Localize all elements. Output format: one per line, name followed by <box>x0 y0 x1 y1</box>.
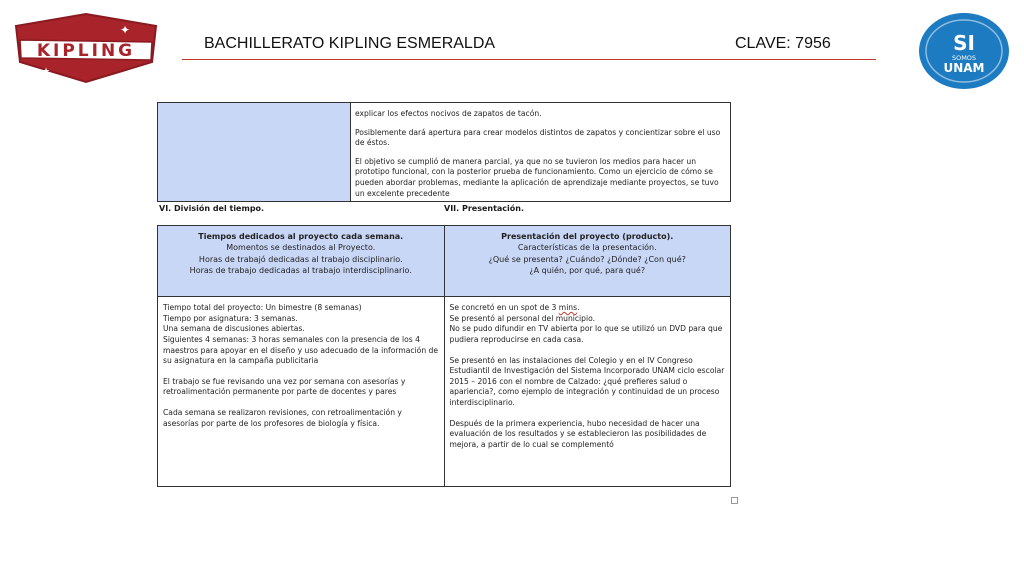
time-line: Siguientes 4 semanas: 3 horas semanales con la presencia de los 4 maestros para apoyar en el diseño y uso adecuado de la información de su asignatura en la campaña publicitaria <box>163 334 439 366</box>
time-body-cell <box>158 297 445 487</box>
time-line: El trabajo se fue revisando una vez por semana con asesorías y retroalimentación permanente por parte de docentes y pares <box>163 376 406 397</box>
presentation-header-line: ¿Qué se presenta? ¿Cuándo? ¿Dónde? ¿Con qué? <box>488 254 686 264</box>
svg-text:✦: ✦ <box>120 23 131 37</box>
svg-text:KIPLING: KIPLING <box>36 41 136 61</box>
time-line: Una semana de discusiones abiertas. <box>163 324 305 334</box>
section-time-division: VI. División del tiempo. <box>159 204 265 214</box>
presentation-line: Se presentó en las instalaciones del Colegio y en el IV Congreso Estudiantil de Investigación del Sistema Incorporado UNAM ciclo escolar 2015 – 2016 con el nombre de Calzado: ¿qué prefieres salud o apariencia?, como ejemplo de integración y continuidad de un proceso interdisciplinario. <box>449 355 725 407</box>
school-title: BACHILLERATO KIPLING ESMERALDA <box>204 35 496 52</box>
svg-text:SOMOS: SOMOS <box>951 54 977 62</box>
time-presentation-table <box>157 225 731 487</box>
svg-text:UNAM: UNAM <box>943 61 985 75</box>
presentation-line: Se concretó en un spot de 3 mins. <box>449 303 580 313</box>
school-key: CLAVE: 7956 <box>735 35 831 52</box>
document-body <box>157 102 731 487</box>
section-headings <box>157 202 731 225</box>
presentation-body-cell <box>444 297 731 487</box>
section-presentation: VII. Presentación. <box>444 204 525 214</box>
time-header-title: Tiempos dedicados al proyecto cada semana. <box>198 232 404 242</box>
presentation-line: No se pudo difundir en TV abierta por lo que se utilizó un DVD para que pudiera reproducirse en cada casa. <box>449 324 723 344</box>
table-resize-handle[interactable] <box>731 497 738 504</box>
blue-cell <box>158 103 351 202</box>
time-line: Tiempo total del proyecto: Un bimestre (8 semanas) <box>163 303 362 313</box>
continued-table <box>157 102 731 202</box>
presentation-header-line: Características de la presentación. <box>517 243 657 253</box>
time-header-cell <box>158 226 445 297</box>
svg-text:★: ★ <box>42 67 51 77</box>
header-divider <box>182 59 876 60</box>
continued-paragraph: explicar los efectos nocivos de zapatos de tacón. <box>355 109 542 118</box>
continued-text-cell <box>351 103 731 202</box>
time-line: Tiempo por asignatura: 3 semanas. <box>163 313 298 323</box>
kipling-logo <box>12 12 160 84</box>
presentation-header-title: Presentación del proyecto (producto). <box>501 232 674 242</box>
presentation-line: Después de la primera experiencia, hubo necesidad de hacer una evaluación de los resultados y se establecieron las posibilidades de mejora, a partir de lo cual se complementó <box>449 418 707 449</box>
presentation-header-cell <box>444 226 731 297</box>
time-header-line: Momentos se destinados al Proyecto. <box>226 243 376 253</box>
presentation-header-line: ¿A quién, por qué, para qué? <box>529 265 646 275</box>
time-header-line: Horas de trabajo dedicadas al trabajo interdisciplinario. <box>189 265 412 275</box>
presentation-line: Se presentó al personal del municipio. <box>449 313 596 323</box>
continued-paragraph: El objetivo se cumplió de manera parcial, ya que no se tuvieron los medios para hacer un prototipo funcional, con la posterior prueba de funcionamiento. Como un ejercicio de cómo se pueden abordar problemas, mediante la aplicación de aprendizaje mediante proyectos, se tuvo un excelente precedente <box>355 156 719 198</box>
time-line: Cada semana se realizaron revisiones, con retroalimentación y asesorías por parte de los profesores de biología y física. <box>163 407 402 428</box>
svg-text:SI: SI <box>953 31 975 55</box>
time-header-line: Horas de trabajó dedicadas al trabajo disciplinario. <box>198 254 403 264</box>
continued-paragraph: Posiblemente dará apertura para crear modelos distintos de zapatos y concientizar sobre el uso de éstos. <box>355 127 721 148</box>
si-somos-unam-logo <box>916 10 1012 92</box>
